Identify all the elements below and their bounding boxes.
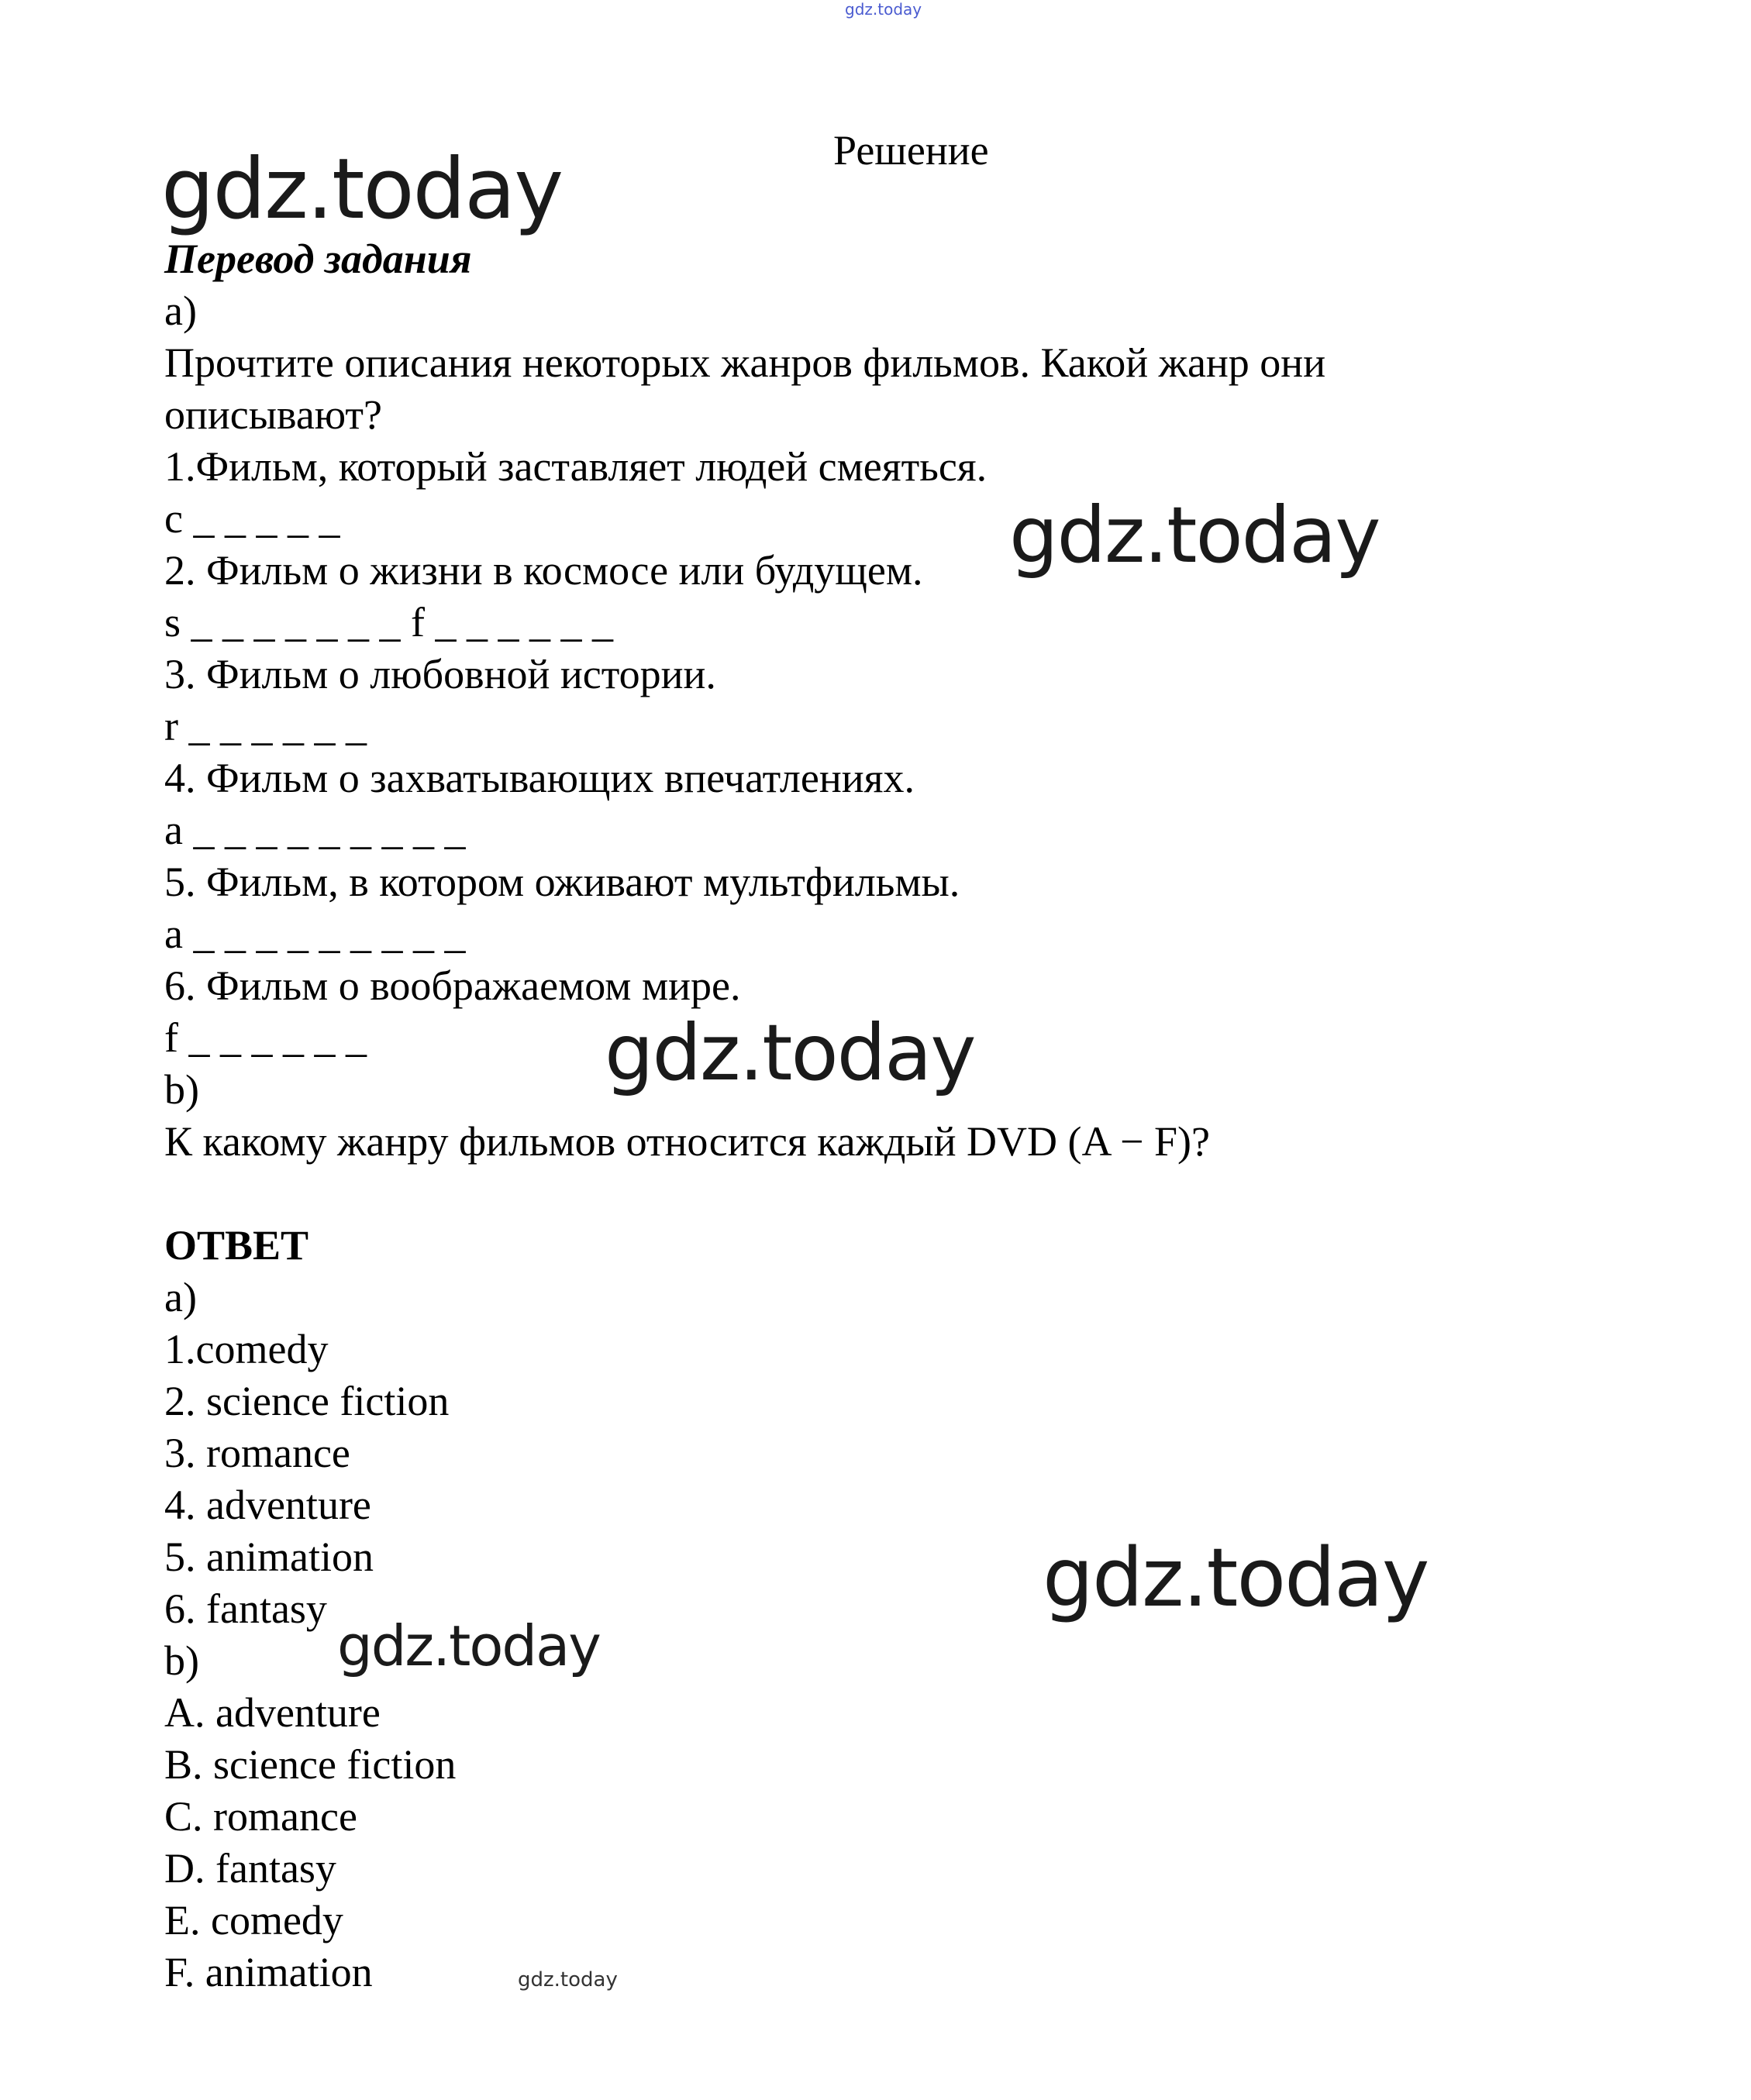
task-b-label: b) (164, 1066, 199, 1113)
watermark-top: gdz.today (845, 0, 922, 19)
hint-3: r _ _ _ _ _ _ (164, 703, 367, 749)
answer-b-f: F. animation (164, 1949, 373, 1995)
watermark-4: gdz.today (1043, 1530, 1429, 1625)
answer-b-d: D. fantasy (164, 1845, 336, 1892)
watermark-bottom: gdz.today (518, 1968, 618, 1992)
hint-4: a _ _ _ _ _ _ _ _ _ (164, 807, 466, 853)
task-a-label: a) (164, 287, 197, 334)
answer-b-b: B. science fiction (164, 1741, 457, 1788)
hint-1: c _ _ _ _ _ (164, 495, 340, 542)
answer-b-label: b) (164, 1637, 199, 1684)
answer-a-label: a) (164, 1274, 197, 1320)
subtitle: Перевод задания (164, 236, 472, 282)
task-a-text-line-1: Прочтите описания некоторых жанров фильмов. Какой жанр они (164, 339, 1326, 386)
hint-5: a _ _ _ _ _ _ _ _ _ (164, 911, 466, 957)
question-5: 5. Фильм, в котором оживают мультфильмы. (164, 859, 960, 905)
question-6: 6. Фильм о воображаемом мире. (164, 962, 741, 1009)
answer-a-1: 1.comedy (164, 1326, 329, 1372)
question-4: 4. Фильм о захватывающих впечатлениях. (164, 755, 915, 801)
task-b-text: К какому жанру фильмов относится каждый DVD (A − F)? (164, 1118, 1210, 1165)
question-1: 1.Фильм, который заставляет людей смеяться. (164, 443, 988, 490)
hint-2: s _ _ _ _ _ _ _ f _ _ _ _ _ _ (164, 599, 613, 645)
watermark-3: gdz.today (605, 1007, 975, 1098)
watermark-1: gdz.today (161, 141, 563, 238)
watermark-5: gdz.today (337, 1613, 600, 1678)
answer-b-e: E. comedy (164, 1897, 343, 1943)
watermark-2: gdz.today (1009, 490, 1380, 580)
answer-a-2: 2. science fiction (164, 1378, 450, 1424)
answer-a-3: 3. romance (164, 1430, 350, 1476)
answer-heading: ОТВЕТ (164, 1222, 309, 1269)
hint-6: f _ _ _ _ _ _ (164, 1014, 367, 1061)
answer-b-c: C. romance (164, 1793, 357, 1840)
task-a-text-line-2: описывают? (164, 391, 382, 438)
question-2: 2. Фильм о жизни в космосе или будущем. (164, 547, 923, 594)
question-3: 3. Фильм о любовной истории. (164, 651, 716, 697)
page-title: Решение (833, 127, 989, 174)
answer-a-5: 5. animation (164, 1534, 374, 1580)
answer-b-a: A. adventure (164, 1689, 381, 1736)
answer-a-4: 4. adventure (164, 1482, 371, 1528)
answer-a-6: 6. fantasy (164, 1585, 327, 1632)
